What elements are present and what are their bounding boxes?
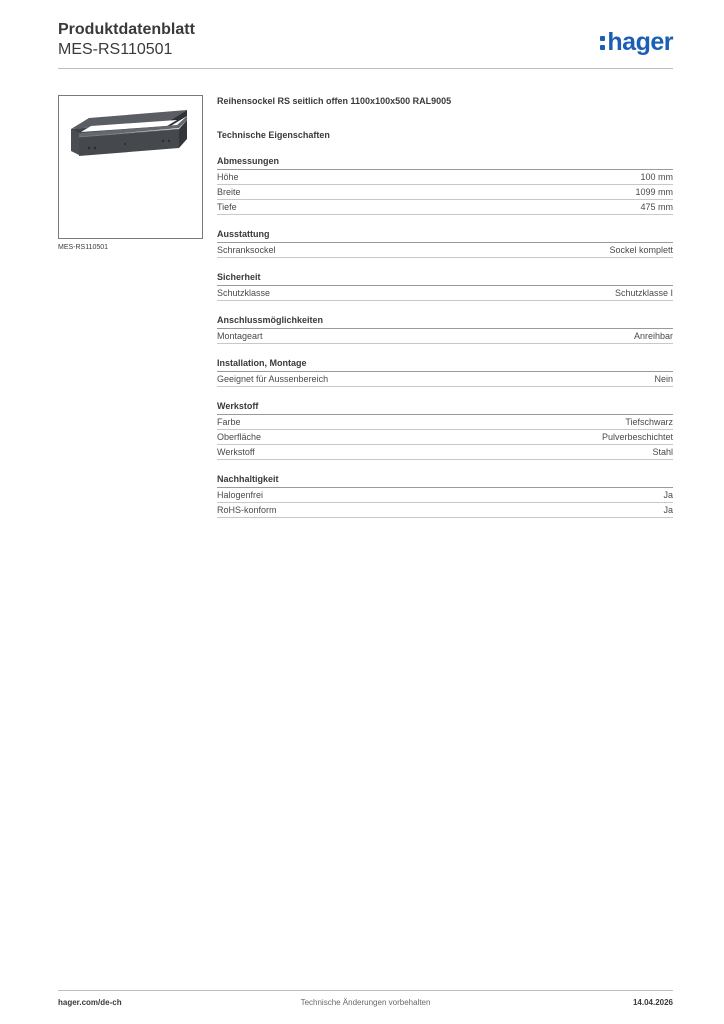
header-divider	[58, 68, 673, 69]
footer-date: 14.04.2026	[632, 998, 673, 1007]
spec-label: Geeignet für Aussenbereich	[217, 374, 329, 384]
spec-section	[217, 473, 673, 518]
spec-row	[217, 243, 673, 258]
spec-section-title: Sicherheit	[217, 271, 673, 286]
spec-section-title: Werkstoff	[217, 400, 673, 415]
base-frame-illustration	[59, 96, 202, 238]
spec-section	[217, 357, 673, 387]
image-caption: MES-RS110501	[58, 244, 109, 251]
spec-section	[217, 271, 673, 301]
article-number: MES-RS110501	[58, 41, 173, 58]
spec-value: Nein	[654, 374, 673, 384]
spec-row	[217, 185, 673, 200]
spec-value: Stahl	[652, 447, 673, 457]
spec-row	[217, 445, 673, 460]
spec-value: Tiefschwarz	[625, 417, 673, 427]
spec-section	[217, 228, 673, 258]
spec-label: Tiefe	[217, 202, 237, 212]
spec-label: Montageart	[217, 331, 263, 341]
spec-label: Breite	[217, 187, 241, 197]
spec-label: Werkstoff	[217, 447, 255, 457]
spec-row	[217, 372, 673, 387]
spec-label: Halogenfrei	[217, 490, 264, 500]
spec-value: Sockel komplett	[609, 245, 673, 255]
spec-section	[217, 155, 673, 215]
spec-label: Höhe	[217, 172, 239, 182]
spec-value: Ja	[663, 505, 673, 515]
page-header	[58, 20, 673, 68]
spec-row	[217, 286, 673, 301]
spec-section-title: Abmessungen	[217, 155, 673, 170]
tech-properties-heading: Technische Eigenschaften	[217, 130, 330, 140]
product-name: Reihensockel RS seitlich offen 1100x100x500 RAL9005	[217, 96, 452, 106]
spec-row	[217, 170, 673, 185]
page-footer	[58, 998, 673, 1010]
spec-value: Pulverbeschichtet	[601, 432, 673, 442]
spec-label: Farbe	[217, 417, 241, 427]
footer-notice: Technische Änderungen vorbehalten	[300, 998, 431, 1007]
spec-row	[217, 329, 673, 344]
spec-row	[217, 200, 673, 215]
spec-section-title: Ausstattung	[217, 228, 673, 243]
spec-section-title: Anschlussmöglichkeiten	[217, 314, 673, 329]
spec-row	[217, 415, 673, 430]
spec-value: Ja	[663, 490, 673, 500]
spec-value: 475 mm	[640, 202, 673, 212]
document-title: Produktdatenblatt	[58, 21, 195, 38]
spec-section	[217, 400, 673, 460]
logo-wordmark: hager	[607, 28, 673, 56]
spec-row	[217, 430, 673, 445]
product-image	[58, 95, 203, 239]
spec-label: Oberfläche	[217, 432, 262, 442]
footer-divider	[58, 990, 673, 991]
spec-label: Schranksockel	[217, 245, 276, 255]
spec-section	[217, 314, 673, 344]
footer-website-link[interactable]: hager.com/de-ch	[58, 998, 122, 1007]
hager-logo[interactable]	[600, 29, 673, 55]
spec-content	[217, 95, 673, 518]
spec-label: RoHS-konform	[217, 505, 277, 515]
spec-section-title: Nachhaltigkeit	[217, 473, 673, 488]
spec-section-title: Installation, Montage	[217, 357, 673, 372]
spec-row	[217, 488, 673, 503]
spec-row	[217, 503, 673, 518]
spec-value: 1099 mm	[635, 187, 673, 197]
spec-value: Anreihbar	[633, 331, 673, 341]
spec-value: Schutzklasse I	[614, 288, 673, 298]
spec-value: 100 mm	[640, 172, 673, 182]
spec-label: Schutzklasse	[217, 288, 271, 298]
logo-dots-icon	[600, 36, 605, 50]
